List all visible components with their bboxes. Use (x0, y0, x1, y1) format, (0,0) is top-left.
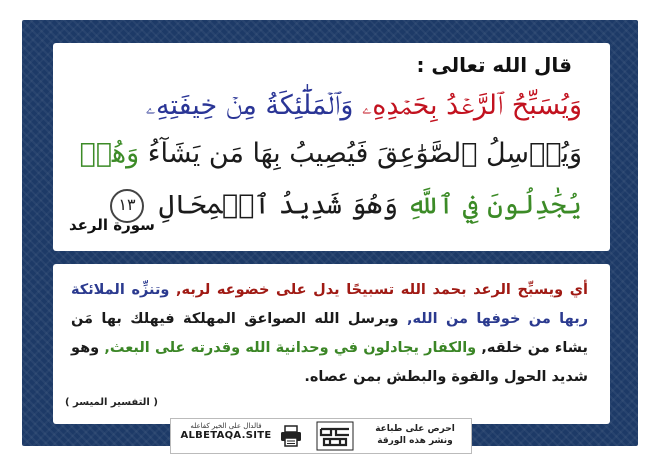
verse-segment: وَيُسَبِّحُ ٱلرَّعۡدُ بِحَمۡدِهِۦ (361, 90, 582, 121)
tafsir-sentence: وهو شديد الحول والقوة والبطش بمن عصاه. (71, 340, 588, 385)
verse-segment: وَٱلۡمَلَٰٓئِكَةُ مِنۡ خِيفَتِهِۦ (145, 90, 354, 121)
tafsir-sentence: ويرسل الله الصواعق المهلكة فيهلك بها مَن يشاء من خلقه, (71, 311, 588, 356)
verse-segment: يُجَٰدِلُونَ فِي ٱللَّهِ (406, 189, 582, 221)
dawah-logo (316, 421, 354, 451)
verse-segment: وَهُمۡ (79, 138, 140, 169)
tafsir-sentence: والكفار يجادلون في وحدانية الله وقدرته على البعث, (104, 340, 482, 356)
verse-line-3 (104, 189, 582, 223)
tafsir-source: ( التفسير الميسر ) (65, 397, 158, 408)
tafsir-sentence: أي ويسبِّح الرعد بحمد الله تسبيحًا يدل على خضوعه لربه, (176, 282, 588, 298)
surah-name: سورة الرعد (69, 216, 155, 234)
verse-segment: وَهُوَ شَدِيدُ ٱلۡمِحَالِ (158, 189, 399, 221)
site-link[interactable]: ALBETAQA.SITE (180, 430, 272, 441)
verse-segment: وَيُرۡسِلُ ٱلصَّوَٰعِقَ فَيُصِيبُ بِهَا مَن يَشَآءُ (147, 138, 582, 169)
tafsir-sentence: وتنزِّه الملائكة ربها من خوفها من الله, (71, 282, 588, 327)
footer-bar (170, 418, 472, 454)
footer-caption: فالدال على الخير كفاعله (190, 422, 262, 430)
tafsir-text (71, 276, 588, 392)
verse-line-1 (146, 90, 582, 122)
printer-icon (279, 425, 303, 447)
print-note-line: ونشر هذه الورقة (377, 436, 453, 446)
print-note (365, 423, 465, 447)
verse-panel (53, 43, 610, 251)
verse-intro: قال الله تعالى : (416, 53, 572, 77)
print-note-line: احرص على طباعة (375, 424, 455, 434)
tafsir-panel (53, 264, 610, 424)
site-block (177, 422, 275, 448)
ayah-number-badge: ١٣ (110, 189, 144, 223)
verse-line-2 (80, 138, 583, 169)
